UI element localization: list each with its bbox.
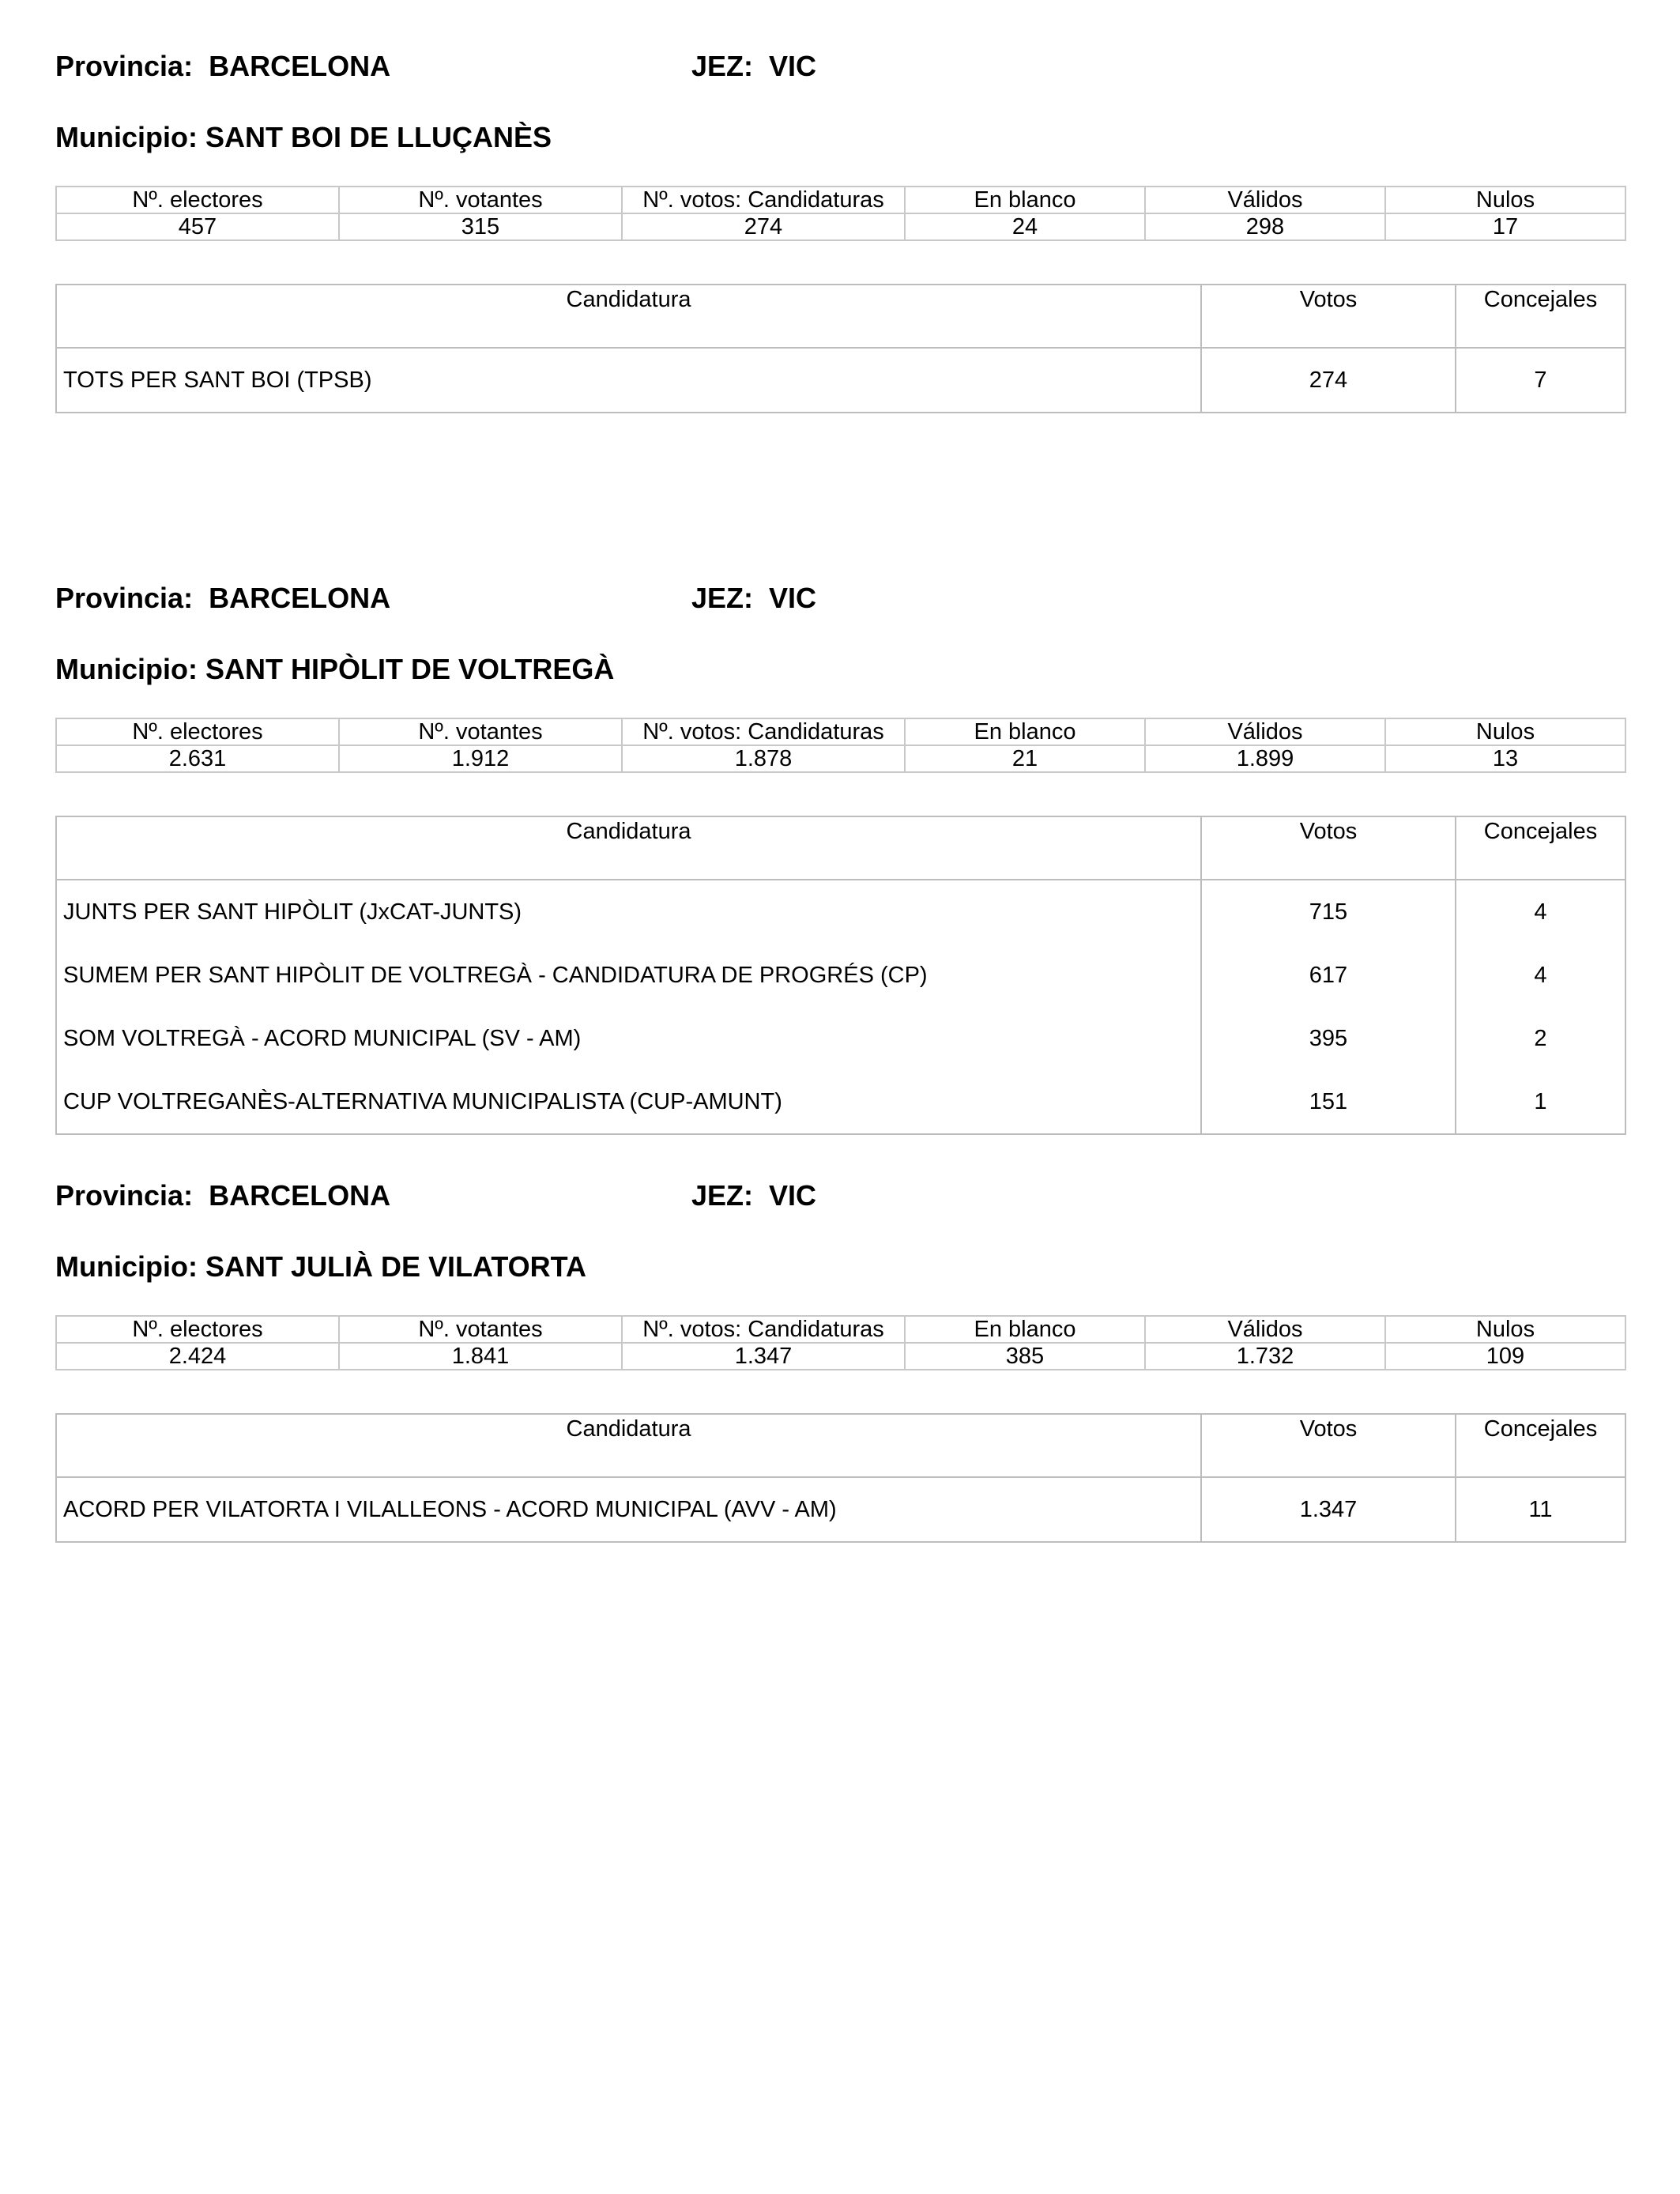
stats-header-votos-candidaturas: Nº. votos: Candidaturas — [622, 1316, 905, 1343]
candidatura-concejales: 11 — [1456, 1477, 1625, 1542]
stats-votantes: 315 — [339, 213, 622, 240]
candidatura-votos: 151 — [1201, 1070, 1456, 1134]
stats-header-validos: Válidos — [1145, 1316, 1385, 1343]
candidaturas-header-row — [56, 816, 1625, 880]
header-candidatura: Candidatura — [56, 1414, 1201, 1477]
stats-votos-candidaturas: 1.347 — [622, 1343, 905, 1370]
header-concejales: Concejales — [1456, 1414, 1625, 1477]
municipio-section-sant-hipolit — [55, 581, 1625, 1142]
stats-table — [55, 1315, 1626, 1370]
table-row — [56, 944, 1625, 1007]
municipio-value: SANT HIPÒLIT DE VOLTREGÀ — [205, 653, 615, 685]
candidatura-name: JUNTS PER SANT HIPÒLIT (JxCAT-JUNTS) — [56, 880, 1201, 944]
provincia-label: Provincia: — [55, 1179, 194, 1212]
jez-value: VIC — [769, 582, 817, 614]
table-row — [56, 1477, 1625, 1542]
municipio-label: Municipio: — [55, 121, 198, 153]
stats-votos-candidaturas: 1.878 — [622, 745, 905, 772]
candidatura-name: TOTS PER SANT BOI (TPSB) — [56, 348, 1201, 413]
municipio-label: Municipio: — [55, 1250, 198, 1283]
candidaturas-table — [55, 284, 1626, 413]
stats-header-votantes: Nº. votantes — [339, 187, 622, 213]
candidatura-concejales: 4 — [1456, 944, 1625, 1007]
stats-nulos: 17 — [1385, 213, 1625, 240]
candidaturas-table — [55, 1413, 1626, 1543]
jez-value: VIC — [769, 50, 817, 82]
header-votos: Votos — [1201, 816, 1456, 880]
stats-header-en-blanco: En blanco — [905, 718, 1145, 745]
provincia-value: BARCELONA — [209, 50, 391, 82]
stats-header-nulos: Nulos — [1385, 187, 1625, 213]
stats-header-electores: Nº. electores — [56, 718, 339, 745]
stats-value-row — [56, 1343, 1625, 1370]
table-row — [56, 1070, 1625, 1134]
candidatura-name: SOM VOLTREGÀ - ACORD MUNICIPAL (SV - AM) — [56, 1007, 1201, 1070]
stats-header-votos-candidaturas: Nº. votos: Candidaturas — [622, 718, 905, 745]
table-row — [56, 880, 1625, 944]
candidatura-votos: 617 — [1201, 944, 1456, 1007]
stats-header-validos: Válidos — [1145, 718, 1385, 745]
stats-validos: 1.732 — [1145, 1343, 1385, 1370]
stats-nulos: 13 — [1385, 745, 1625, 772]
stats-header-row — [56, 187, 1625, 213]
stats-header-votantes: Nº. votantes — [339, 1316, 622, 1343]
candidaturas-table — [55, 816, 1626, 1135]
stats-header-validos: Válidos — [1145, 187, 1385, 213]
stats-electores: 457 — [56, 213, 339, 240]
stats-header-row — [56, 718, 1625, 745]
stats-validos: 1.899 — [1145, 745, 1385, 772]
municipio-section-sant-julia — [55, 1178, 1625, 1550]
jez-header — [691, 49, 816, 84]
stats-en-blanco: 21 — [905, 745, 1145, 772]
municipio-value: SANT JULIÀ DE VILATORTA — [205, 1250, 586, 1283]
stats-value-row — [56, 745, 1625, 772]
header-votos: Votos — [1201, 285, 1456, 348]
provincia-value: BARCELONA — [209, 1179, 391, 1212]
provincia-value: BARCELONA — [209, 582, 391, 614]
municipio-header — [55, 1250, 586, 1284]
candidatura-name: CUP VOLTREGANÈS-ALTERNATIVA MUNICIPALISTA (CUP-AMUNT) — [56, 1070, 1201, 1134]
provincia-label: Provincia: — [55, 50, 194, 82]
jez-label: JEZ: — [691, 1179, 754, 1212]
jez-header — [691, 1178, 816, 1213]
stats-header-votos-candidaturas: Nº. votos: Candidaturas — [622, 187, 905, 213]
stats-table — [55, 718, 1626, 773]
candidatura-votos: 395 — [1201, 1007, 1456, 1070]
stats-en-blanco: 385 — [905, 1343, 1145, 1370]
candidaturas-header-row — [56, 285, 1625, 348]
candidatura-concejales: 2 — [1456, 1007, 1625, 1070]
stats-header-nulos: Nulos — [1385, 1316, 1625, 1343]
municipio-value: SANT BOI DE LLUÇANÈS — [205, 121, 552, 153]
header-candidatura: Candidatura — [56, 816, 1201, 880]
stats-header-votantes: Nº. votantes — [339, 718, 622, 745]
header-concejales: Concejales — [1456, 816, 1625, 880]
stats-value-row — [56, 213, 1625, 240]
stats-nulos: 109 — [1385, 1343, 1625, 1370]
municipio-header — [55, 120, 552, 155]
stats-electores: 2.424 — [56, 1343, 339, 1370]
candidaturas-header-row — [56, 1414, 1625, 1477]
stats-header-electores: Nº. electores — [56, 1316, 339, 1343]
candidatura-votos: 715 — [1201, 880, 1456, 944]
candidatura-concejales: 7 — [1456, 348, 1625, 413]
candidatura-concejales: 1 — [1456, 1070, 1625, 1134]
municipio-section-sant-boi — [55, 49, 1625, 420]
candidatura-concejales: 4 — [1456, 880, 1625, 944]
table-row — [56, 1007, 1625, 1070]
stats-en-blanco: 24 — [905, 213, 1145, 240]
stats-table — [55, 186, 1626, 241]
municipio-header — [55, 652, 614, 687]
provincia-header — [55, 1178, 390, 1213]
header-concejales: Concejales — [1456, 285, 1625, 348]
municipio-label: Municipio: — [55, 653, 198, 685]
stats-votos-candidaturas: 274 — [622, 213, 905, 240]
table-row — [56, 348, 1625, 413]
provincia-header — [55, 581, 390, 616]
candidatura-name: SUMEM PER SANT HIPÒLIT DE VOLTREGÀ - CANDIDATURA DE PROGRÉS (CP) — [56, 944, 1201, 1007]
candidatura-name: ACORD PER VILATORTA I VILALLEONS - ACORD MUNICIPAL (AVV - AM) — [56, 1477, 1201, 1542]
stats-header-row — [56, 1316, 1625, 1343]
stats-header-en-blanco: En blanco — [905, 1316, 1145, 1343]
jez-label: JEZ: — [691, 582, 754, 614]
stats-header-en-blanco: En blanco — [905, 187, 1145, 213]
stats-electores: 2.631 — [56, 745, 339, 772]
candidatura-votos: 274 — [1201, 348, 1456, 413]
stats-header-electores: Nº. electores — [56, 187, 339, 213]
candidatura-votos: 1.347 — [1201, 1477, 1456, 1542]
stats-header-nulos: Nulos — [1385, 718, 1625, 745]
stats-validos: 298 — [1145, 213, 1385, 240]
jez-value: VIC — [769, 1179, 817, 1212]
jez-label: JEZ: — [691, 50, 754, 82]
jez-header — [691, 581, 816, 616]
header-candidatura: Candidatura — [56, 285, 1201, 348]
header-votos: Votos — [1201, 1414, 1456, 1477]
stats-votantes: 1.841 — [339, 1343, 622, 1370]
provincia-header — [55, 49, 390, 84]
provincia-label: Provincia: — [55, 582, 194, 614]
stats-votantes: 1.912 — [339, 745, 622, 772]
